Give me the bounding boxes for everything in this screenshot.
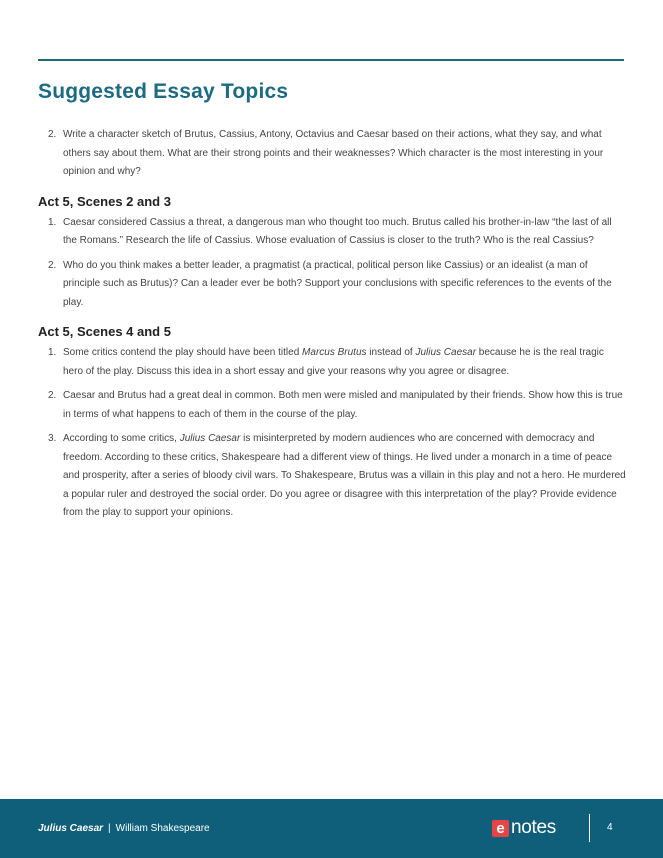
item-text-part: instead of [366,347,416,358]
item-number: 3. [48,433,57,444]
footer-author: William Shakespeare [115,823,210,834]
list-item [38,257,626,313]
item-text-part: because he is the real tragic hero of the play. Discuss this idea in a short essay and give your reasons why you agree or disagree. [63,347,604,377]
item-text: Caesar considered Cassius a threat, a dangerous man who thought too much. Brutus called his brother-in-law “the last of all the Romans.” Research the life of Cassius. Whose evaluation of Cassius is closer to the truth? Who is the real Cassius? [63,216,612,246]
intro-list [38,126,626,182]
section-heading: Act 5, Scenes 2 and 3 [38,193,171,209]
item-text-part: According to some critics, [63,433,180,444]
footer-divider [589,814,590,842]
list-item [38,344,626,381]
item-text: Write a character sketch of Brutus, Cassius, Antony, Octavius and Caesar based on their actions, what they say, and what others say about them. What are their strong points and their weaknesses? Which character is the most interesting in your opinion and why? [63,129,604,177]
italic-title: Julius Caesar [415,347,477,358]
italic-title: Julius Caesar [179,433,241,444]
item-number: 2. [48,259,57,271]
list-item [38,430,626,523]
item-text: Caesar and Brutus had a great deal in common. Both men were misled and manipulated by their friends. Show how this is true in terms of what happens to each of them in the course of the play. [63,390,623,420]
section-list [38,214,626,313]
italic-title: Marcus Brutus [302,347,367,358]
content [38,126,626,529]
item-number: 2. [48,129,57,140]
section-heading: Act 5, Scenes 4 and 5 [38,324,171,339]
item-text-part: is misinterpreted by modern audiences who are concerned with democracy and freedom. According to these critics, Shakespeare had a different view of things. He lived under a monarch in a time of peace and prosperity, after a series of bloody civil wars. To Shakespeare, Brutus was a villain in this play and not a hero. He murdered a popular ruler and destroyed the social order. Do you agree or disagree with this interpretation of the play? Provide evidence from the play to support your opinions. [63,433,626,518]
page-number: 4 [607,822,613,833]
page-title: Suggested Essay Topics [38,80,289,103]
footer-separator: | [108,823,111,834]
item-number: 2. [48,390,57,401]
list-item [38,387,626,424]
item-number: 1. [48,347,57,358]
footer [0,799,663,858]
logo-e-icon: e [492,820,509,837]
list-item [38,126,626,182]
section-list [38,344,626,523]
footer-book-credit [38,823,210,834]
list-item [38,214,626,251]
footer-book-title: Julius Caesar [38,823,104,834]
enotes-logo[interactable] [492,817,556,839]
item-number: 1. [48,216,57,228]
item-text-part: Some critics contend the play should have been titled [63,347,303,358]
logo-text: notes [511,817,556,838]
item-text: Who do you think makes a better leader, a pragmatist (a practical, political person like Cassius) or an idealist (a man of principle such as Brutus)? Can a leader ever be both? Support your conclusions with specific references to the events of the play. [63,259,612,308]
top-divider [38,59,624,61]
